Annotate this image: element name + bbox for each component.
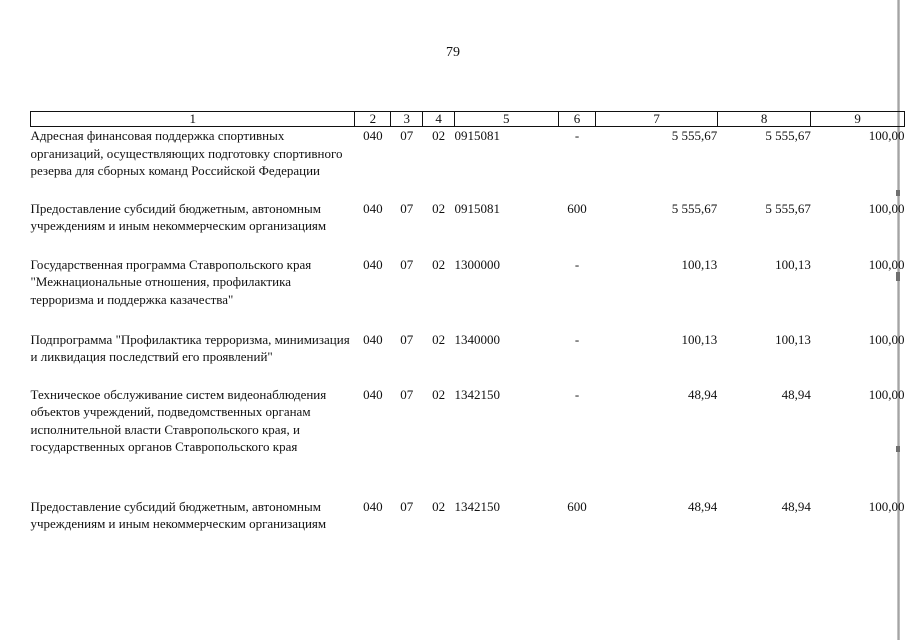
row-col-6: 600 bbox=[567, 498, 587, 514]
header-cell-2: 2 bbox=[355, 112, 391, 127]
row-col-5: 1342150 bbox=[454, 498, 501, 514]
row-col-8: 48,94 bbox=[781, 386, 811, 402]
row-col-4: 02 bbox=[432, 128, 446, 143]
row-col-8: 5 555,67 bbox=[765, 128, 811, 143]
table-row bbox=[31, 498, 905, 554]
row-col-5: 1300000 bbox=[454, 256, 501, 272]
row-col-2: 040 bbox=[363, 128, 383, 143]
row-col-2: 040 bbox=[363, 498, 383, 514]
row-col-7: 5 555,67 bbox=[671, 200, 718, 216]
row-col-9: 100,00 bbox=[868, 200, 905, 216]
row-name: Государственная программа Ставропольского края "Межнациональные отношения, профилактика терроризма и поддержка казачества" bbox=[30, 256, 312, 307]
row-col-4: 02 bbox=[432, 200, 446, 216]
row-col-9: 100,00 bbox=[868, 331, 905, 347]
row-col-2: 040 bbox=[363, 200, 383, 216]
header-cell-7: 7 bbox=[596, 112, 717, 127]
table-row bbox=[31, 386, 905, 498]
row-col-7: 100,13 bbox=[681, 256, 718, 272]
row-col-3: 07 bbox=[400, 331, 414, 347]
page-number: 79 bbox=[446, 45, 460, 60]
row-name: Предоставление субсидий бюджетным, автономным учреждениям и иным некоммерческим организациям bbox=[30, 200, 327, 233]
row-col-7: 48,94 bbox=[688, 386, 718, 402]
row-col-5: 1342150 bbox=[454, 386, 501, 402]
row-col-4: 02 bbox=[432, 498, 446, 514]
row-col-8: 5 555,67 bbox=[765, 200, 811, 216]
row-col-6: - bbox=[574, 128, 580, 143]
header-cell-9: 9 bbox=[811, 112, 905, 127]
row-col-6: - bbox=[574, 331, 580, 347]
row-col-9: 100,00 bbox=[868, 128, 905, 143]
row-name: Адресная финансовая поддержка спортивных организаций, осуществляющих подготовку спортивного резерва для сборных команд Российской Федерации bbox=[30, 128, 343, 178]
row-name: Техническое обслуживание систем видеонаблюдения объектов учреждений, подведомственных органам исполнительной власти Ставропольского края, и государственных органов Ставропольского края bbox=[30, 386, 327, 454]
row-col-8: 100,13 bbox=[775, 256, 811, 272]
table-header-row bbox=[31, 112, 905, 127]
row-col-5: 0915081 bbox=[454, 200, 501, 216]
header-cell-5: 5 bbox=[455, 112, 559, 127]
row-col-3: 07 bbox=[400, 200, 414, 216]
table-row bbox=[31, 200, 905, 256]
row-col-7: 5 555,67 bbox=[671, 128, 718, 143]
row-col-2: 040 bbox=[363, 386, 383, 402]
row-col-4: 02 bbox=[432, 386, 446, 402]
row-col-5: 1340000 bbox=[454, 331, 501, 347]
budget-table bbox=[30, 111, 905, 554]
row-name: Подпрограмма "Профилактика терроризма, минимизация и ликвидация последствий его проявлений" bbox=[30, 331, 350, 364]
header-cell-8: 8 bbox=[717, 112, 811, 127]
row-col-7: 48,94 bbox=[688, 498, 718, 514]
row-col-2: 040 bbox=[363, 331, 383, 347]
row-col-9: 100,00 bbox=[868, 498, 905, 514]
row-col-9: 100,00 bbox=[868, 386, 905, 402]
row-col-7: 100,13 bbox=[681, 331, 718, 347]
header-cell-4: 4 bbox=[423, 112, 455, 127]
table-row bbox=[31, 331, 905, 386]
row-col-6: 600 bbox=[567, 200, 587, 216]
row-col-8: 48,94 bbox=[781, 498, 811, 514]
row-col-2: 040 bbox=[363, 256, 383, 272]
row-col-3: 07 bbox=[400, 256, 414, 272]
row-col-5: 0915081 bbox=[454, 128, 501, 143]
row-col-3: 07 bbox=[400, 498, 414, 514]
row-name: Предоставление субсидий бюджетным, автономным учреждениям и иным некоммерческим организациям bbox=[30, 498, 327, 531]
header-cell-6: 6 bbox=[558, 112, 596, 127]
header-cell-3: 3 bbox=[391, 112, 423, 127]
row-col-4: 02 bbox=[432, 256, 446, 272]
row-col-6: - bbox=[574, 386, 580, 402]
table-row bbox=[31, 127, 905, 200]
header-cell-1: 1 bbox=[31, 112, 355, 127]
row-col-8: 100,13 bbox=[775, 331, 811, 347]
row-col-9: 100,00 bbox=[868, 256, 905, 272]
row-col-3: 07 bbox=[400, 128, 414, 143]
row-col-4: 02 bbox=[432, 331, 446, 347]
table-row bbox=[31, 256, 905, 331]
row-col-3: 07 bbox=[400, 386, 414, 402]
row-col-6: - bbox=[574, 256, 580, 272]
